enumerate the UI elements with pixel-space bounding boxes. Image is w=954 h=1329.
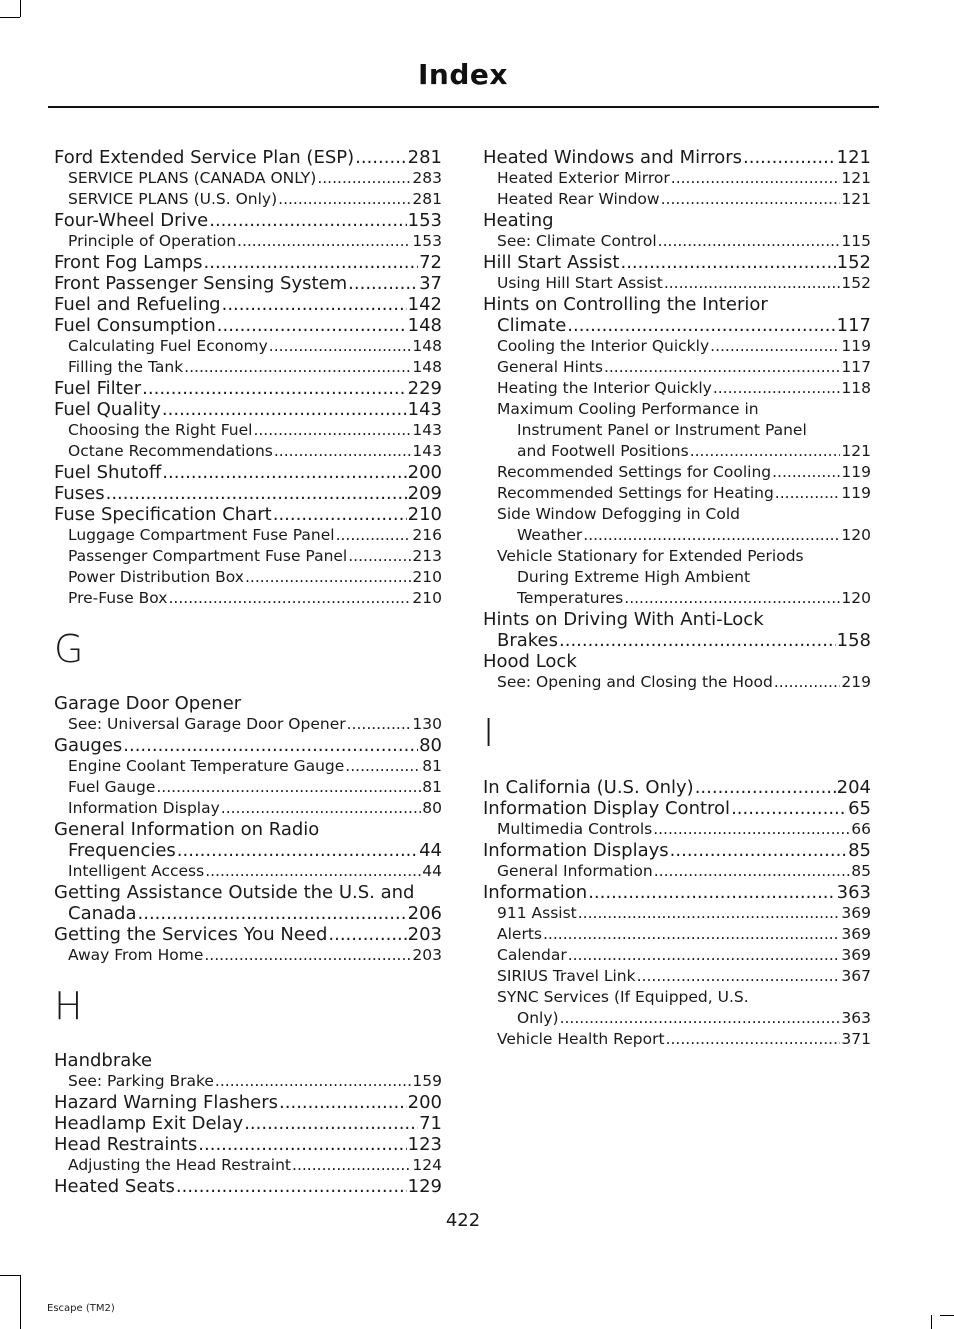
- index-entry: [54, 166, 442, 187]
- page-reference: 369: [841, 904, 871, 922]
- index-entry: [54, 1132, 442, 1153]
- page-reference: 152: [836, 252, 871, 273]
- entry-text: Hood Lock: [483, 651, 577, 672]
- entry-text: In California (U.S. Only): [483, 777, 694, 798]
- entry-text: Maximum Cooling Performance in: [497, 400, 759, 418]
- entry-text: See: Parking Brake: [68, 1072, 214, 1090]
- page-reference: 65: [848, 798, 871, 819]
- entry-text: See: Universal Garage Door Opener: [68, 715, 346, 733]
- page-reference: 206: [407, 903, 442, 924]
- index-entry: [54, 817, 442, 838]
- entry-text: Four-Wheel Drive: [54, 210, 209, 231]
- section-letter: H: [54, 984, 83, 1028]
- entry-text: Vehicle Stationary for Extended Periods: [497, 547, 804, 565]
- page-reference: 120: [841, 526, 871, 544]
- crop-mark: [0, 1275, 20, 1276]
- entry-text: Heated Rear Window: [497, 190, 660, 208]
- entry-text: SIRIUS Travel Link: [497, 967, 636, 985]
- page-reference: 119: [841, 484, 871, 502]
- page-reference: 369: [841, 925, 871, 943]
- entry-text: Alerts: [497, 925, 542, 943]
- index-entry: [483, 586, 871, 607]
- index-entry: [483, 817, 871, 838]
- entry-text: Fuel and Refueling: [54, 294, 221, 315]
- entry-text: Filling the Tank: [68, 358, 184, 376]
- entry-text: Climate: [497, 315, 567, 336]
- page-reference: 204: [836, 777, 871, 798]
- entry-text: SYNC Services (If Equipped, U.S.: [497, 988, 749, 1006]
- entry-text: Octane Recommendations: [68, 442, 273, 460]
- entry-text: Side Window Defogging in Cold: [497, 505, 740, 523]
- page-reference: 203: [412, 946, 442, 964]
- index-entry: [483, 229, 871, 250]
- index-entry: [483, 439, 871, 460]
- entry-text: Pre-Fuse Box: [68, 589, 168, 607]
- entry-text: Frequencies: [68, 840, 176, 861]
- page-reference: 210: [412, 589, 442, 607]
- entry-text: Information Display Control: [483, 798, 731, 819]
- index-entry: [54, 859, 442, 880]
- entry-text: Choosing the Right Fuel: [68, 421, 253, 439]
- index-entry: [54, 439, 442, 460]
- entry-text: Information Display: [68, 799, 220, 817]
- index-entry: [54, 376, 442, 397]
- index-entry: [483, 502, 871, 523]
- crop-mark: [0, 17, 20, 18]
- entry-text: Getting the Services You Need: [54, 924, 328, 945]
- page-reference: 367: [841, 967, 871, 985]
- entry-text: Temperatures: [517, 589, 624, 607]
- index-column-right: [483, 145, 871, 1048]
- entry-text: Weather: [517, 526, 583, 544]
- page-title: Index: [418, 58, 508, 91]
- index-entry: [483, 1006, 871, 1027]
- page-reference: 153: [412, 232, 442, 250]
- page-reference: 148: [412, 337, 442, 355]
- crop-mark: [20, 1275, 21, 1329]
- entry-text: Fuel Shutoff: [54, 462, 162, 483]
- entry-text: Engine Coolant Temperature Gauge: [68, 757, 345, 775]
- entry-text: Front Fog Lamps: [54, 252, 203, 273]
- page-reference: 81: [422, 778, 442, 796]
- page-reference: 129: [407, 1176, 442, 1197]
- index-entry: [483, 187, 871, 208]
- page-reference: 121: [836, 147, 871, 168]
- index-entry: [54, 187, 442, 208]
- page-number: 422: [445, 1210, 481, 1231]
- entry-text: Instrument Panel or Instrument Panel: [517, 421, 807, 439]
- page-reference: 229: [407, 378, 442, 399]
- entry-text: Gauges: [54, 735, 123, 756]
- entry-text: General Information: [497, 862, 653, 880]
- entry-text: Canada: [68, 903, 137, 924]
- index-entry: [483, 376, 871, 397]
- entry-text: General Hints: [497, 358, 603, 376]
- section-letter: G: [54, 627, 84, 671]
- entry-text: Calculating Fuel Economy: [68, 337, 268, 355]
- index-entry: [54, 712, 442, 733]
- page-reference: 148: [407, 315, 442, 336]
- page-reference: 80: [419, 735, 442, 756]
- index-entry: [483, 313, 871, 334]
- index-entry: [54, 1048, 442, 1069]
- entry-text: Headlamp Exit Delay: [54, 1113, 244, 1134]
- index-entry: [483, 481, 871, 502]
- page-reference: 44: [422, 862, 442, 880]
- index-entry: [483, 670, 871, 691]
- index-entry: [54, 271, 442, 292]
- page-reference: 115: [841, 232, 871, 250]
- page-reference: 71: [419, 1113, 442, 1134]
- entry-text: Hints on Driving With Anti-Lock: [483, 609, 764, 630]
- page-reference: 119: [841, 463, 871, 481]
- page-reference: 153: [407, 210, 442, 231]
- dot-leader: [176, 1174, 407, 1199]
- index-entry: [54, 838, 442, 859]
- index-entry: [54, 1153, 442, 1174]
- page-reference: 117: [841, 358, 871, 376]
- page-reference: 120: [841, 589, 871, 607]
- index-entry: [54, 460, 442, 481]
- page-reference: 200: [407, 462, 442, 483]
- index-entry: [54, 334, 442, 355]
- index-entry: [54, 586, 442, 607]
- entry-text: See: Opening and Closing the Hood: [497, 673, 773, 691]
- entry-text: Heating: [483, 210, 554, 231]
- section-letter: I: [483, 711, 495, 755]
- index-entry: [54, 481, 442, 502]
- index-entry: [54, 565, 442, 586]
- page-reference: 283: [412, 169, 442, 187]
- entry-text: 911 Assist: [497, 904, 577, 922]
- index-entry: [54, 775, 442, 796]
- page-reference: 130: [412, 715, 442, 733]
- index-entry: [483, 208, 871, 229]
- entry-text: and Footwell Positions: [517, 442, 689, 460]
- index-entry: [483, 250, 871, 271]
- crop-mark: [931, 1315, 932, 1329]
- entry-text: Heated Windows and Mirrors: [483, 147, 742, 168]
- entry-text: Passenger Compartment Fuse Panel: [68, 547, 348, 565]
- index-entry: [483, 145, 871, 166]
- index-entry: [483, 523, 871, 544]
- entry-text: Head Restraints: [54, 1134, 198, 1155]
- page-reference: 117: [836, 315, 871, 336]
- page-reference: 363: [841, 1009, 871, 1027]
- entry-text: Fuel Consumption: [54, 315, 216, 336]
- index-entry: [483, 355, 871, 376]
- index-entry: [54, 901, 442, 922]
- index-entry: [54, 418, 442, 439]
- page-reference: 85: [851, 862, 871, 880]
- entry-text: Adjusting the Head Restraint: [68, 1156, 292, 1174]
- page-reference: 85: [848, 840, 871, 861]
- index-entry: [54, 733, 442, 754]
- index-entry: [54, 292, 442, 313]
- entry-text: Only): [517, 1009, 559, 1027]
- page-reference: 152: [841, 274, 871, 292]
- index-entry: [483, 880, 871, 901]
- page-reference: 124: [412, 1156, 442, 1174]
- page-reference: 281: [407, 147, 442, 168]
- index-entry: [483, 649, 871, 670]
- index-entry: [54, 922, 442, 943]
- entry-text: Recommended Settings for Heating: [497, 484, 774, 502]
- crop-mark: [940, 1315, 954, 1316]
- entry-text: Luggage Compartment Fuse Panel: [68, 526, 335, 544]
- page-reference: 158: [836, 630, 871, 651]
- page-reference: 143: [407, 399, 442, 420]
- entry-text: Principle of Operation: [68, 232, 237, 250]
- entry-text: Away From Home: [68, 946, 204, 964]
- page-reference: 44: [419, 840, 442, 861]
- page-reference: 121: [841, 190, 871, 208]
- entry-text: SERVICE PLANS (U.S. Only): [68, 190, 278, 208]
- page-reference: 363: [836, 882, 871, 903]
- entry-text: Hints on Controlling the Interior: [483, 294, 768, 315]
- index-entry: [483, 166, 871, 187]
- index-entry: [54, 1069, 442, 1090]
- page-reference: 281: [412, 190, 442, 208]
- index-entry: [54, 880, 442, 901]
- page-reference: 210: [407, 504, 442, 525]
- index-entry: [54, 796, 442, 817]
- entry-text: Information: [483, 882, 588, 903]
- index-entry: [483, 271, 871, 292]
- index-entry: [483, 922, 871, 943]
- page-reference: 118: [841, 379, 871, 397]
- entry-text: Fuse Specification Chart: [54, 504, 272, 525]
- entry-text: Cooling the Interior Quickly: [497, 337, 710, 355]
- entry-text: Getting Assistance Outside the U.S. and: [54, 882, 415, 903]
- index-entry: [483, 565, 871, 586]
- index-entry: [54, 523, 442, 544]
- index-entry: [54, 1174, 442, 1195]
- footer-model: Escape (TM2): [47, 1303, 115, 1314]
- page-reference: 210: [412, 568, 442, 586]
- index-entry: [54, 1090, 442, 1111]
- entry-text: Fuel Filter: [54, 378, 142, 399]
- index-entry: [54, 313, 442, 334]
- entry-text: Vehicle Health Report: [497, 1030, 665, 1048]
- entry-text: Fuel Quality: [54, 399, 161, 420]
- entry-text: Calendar: [497, 946, 567, 964]
- page-reference: 209: [407, 483, 442, 504]
- index-entry: [54, 754, 442, 775]
- entry-text: Heated Seats: [54, 1176, 175, 1197]
- index-entry: [483, 460, 871, 481]
- index-entry: [483, 985, 871, 1006]
- index-entry: [54, 943, 442, 964]
- entry-text: Hazard Warning Flashers: [54, 1092, 279, 1113]
- entry-text: Ford Extended Service Plan (ESP): [54, 147, 355, 168]
- entry-text: SERVICE PLANS (CANADA ONLY): [68, 169, 317, 187]
- page-reference: 143: [412, 421, 442, 439]
- index-entry: [54, 208, 442, 229]
- entry-text: Recommended Settings for Cooling: [497, 463, 772, 481]
- page-reference: 121: [841, 442, 871, 460]
- entry-text: During Extreme High Ambient: [517, 568, 751, 586]
- page-reference: 142: [407, 294, 442, 315]
- index-entry: [483, 334, 871, 355]
- index-entry: [483, 943, 871, 964]
- page-reference: 203: [407, 924, 442, 945]
- index-entry: [483, 544, 871, 565]
- index-entry: [54, 397, 442, 418]
- index-entry: [54, 544, 442, 565]
- entry-text: Heating the Interior Quickly: [497, 379, 712, 397]
- entry-text: Using Hill Start Assist: [497, 274, 663, 292]
- entry-text: General Information on Radio: [54, 819, 320, 840]
- entry-text: Multimedia Controls: [497, 820, 653, 838]
- page-reference: 148: [412, 358, 442, 376]
- index-entry: [483, 901, 871, 922]
- page-reference: 119: [841, 337, 871, 355]
- page-reference: 37: [419, 273, 442, 294]
- entry-text: Information Displays: [483, 840, 669, 861]
- page-reference: 213: [412, 547, 442, 565]
- page-reference: 121: [841, 169, 871, 187]
- index-entry: [483, 796, 871, 817]
- index-entry: [54, 502, 442, 523]
- page-reference: 219: [841, 673, 871, 691]
- entry-text: Intelligent Access: [68, 862, 205, 880]
- title-divider: [48, 106, 879, 108]
- index-entry: [483, 859, 871, 880]
- entry-text: Hill Start Assist: [483, 252, 620, 273]
- index-column-left: [54, 145, 442, 1195]
- index-entry: [483, 292, 871, 313]
- index-entry: [483, 607, 871, 628]
- index-entry: [54, 145, 442, 166]
- entry-text: Fuel Gauge: [68, 778, 156, 796]
- page-reference: 66: [851, 820, 871, 838]
- entry-text: Fuses: [54, 483, 105, 504]
- entry-text: Brakes: [497, 630, 559, 651]
- entry-text: Power Distribution Box: [68, 568, 244, 586]
- index-entry: [54, 355, 442, 376]
- index-entry: [483, 964, 871, 985]
- index-entry: [54, 250, 442, 271]
- crop-mark: [20, 0, 21, 17]
- page-reference: 123: [407, 1134, 442, 1155]
- index-entry: [483, 1027, 871, 1048]
- entry-text: See: Climate Control: [497, 232, 657, 250]
- page-reference: 216: [412, 526, 442, 544]
- page-reference: 159: [412, 1072, 442, 1090]
- entry-text: Handbrake: [54, 1050, 153, 1071]
- index-entry: [483, 775, 871, 796]
- index-entry: [483, 418, 871, 439]
- index-entry: [483, 628, 871, 649]
- entry-text: Heated Exterior Mirror: [497, 169, 670, 187]
- page-reference: 200: [407, 1092, 442, 1113]
- index-entry: [54, 691, 442, 712]
- page-reference: 371: [841, 1030, 871, 1048]
- entry-text: Garage Door Opener: [54, 693, 242, 714]
- index-entry: [54, 1111, 442, 1132]
- index-entry: [483, 397, 871, 418]
- dot-leader: [666, 1027, 841, 1052]
- page-reference: 81: [422, 757, 442, 775]
- page-reference: 72: [419, 252, 442, 273]
- page-reference: 80: [422, 799, 442, 817]
- page-reference: 143: [412, 442, 442, 460]
- page-reference: 369: [841, 946, 871, 964]
- entry-text: Front Passenger Sensing System: [54, 273, 348, 294]
- index-entry: [483, 838, 871, 859]
- index-entry: [54, 229, 442, 250]
